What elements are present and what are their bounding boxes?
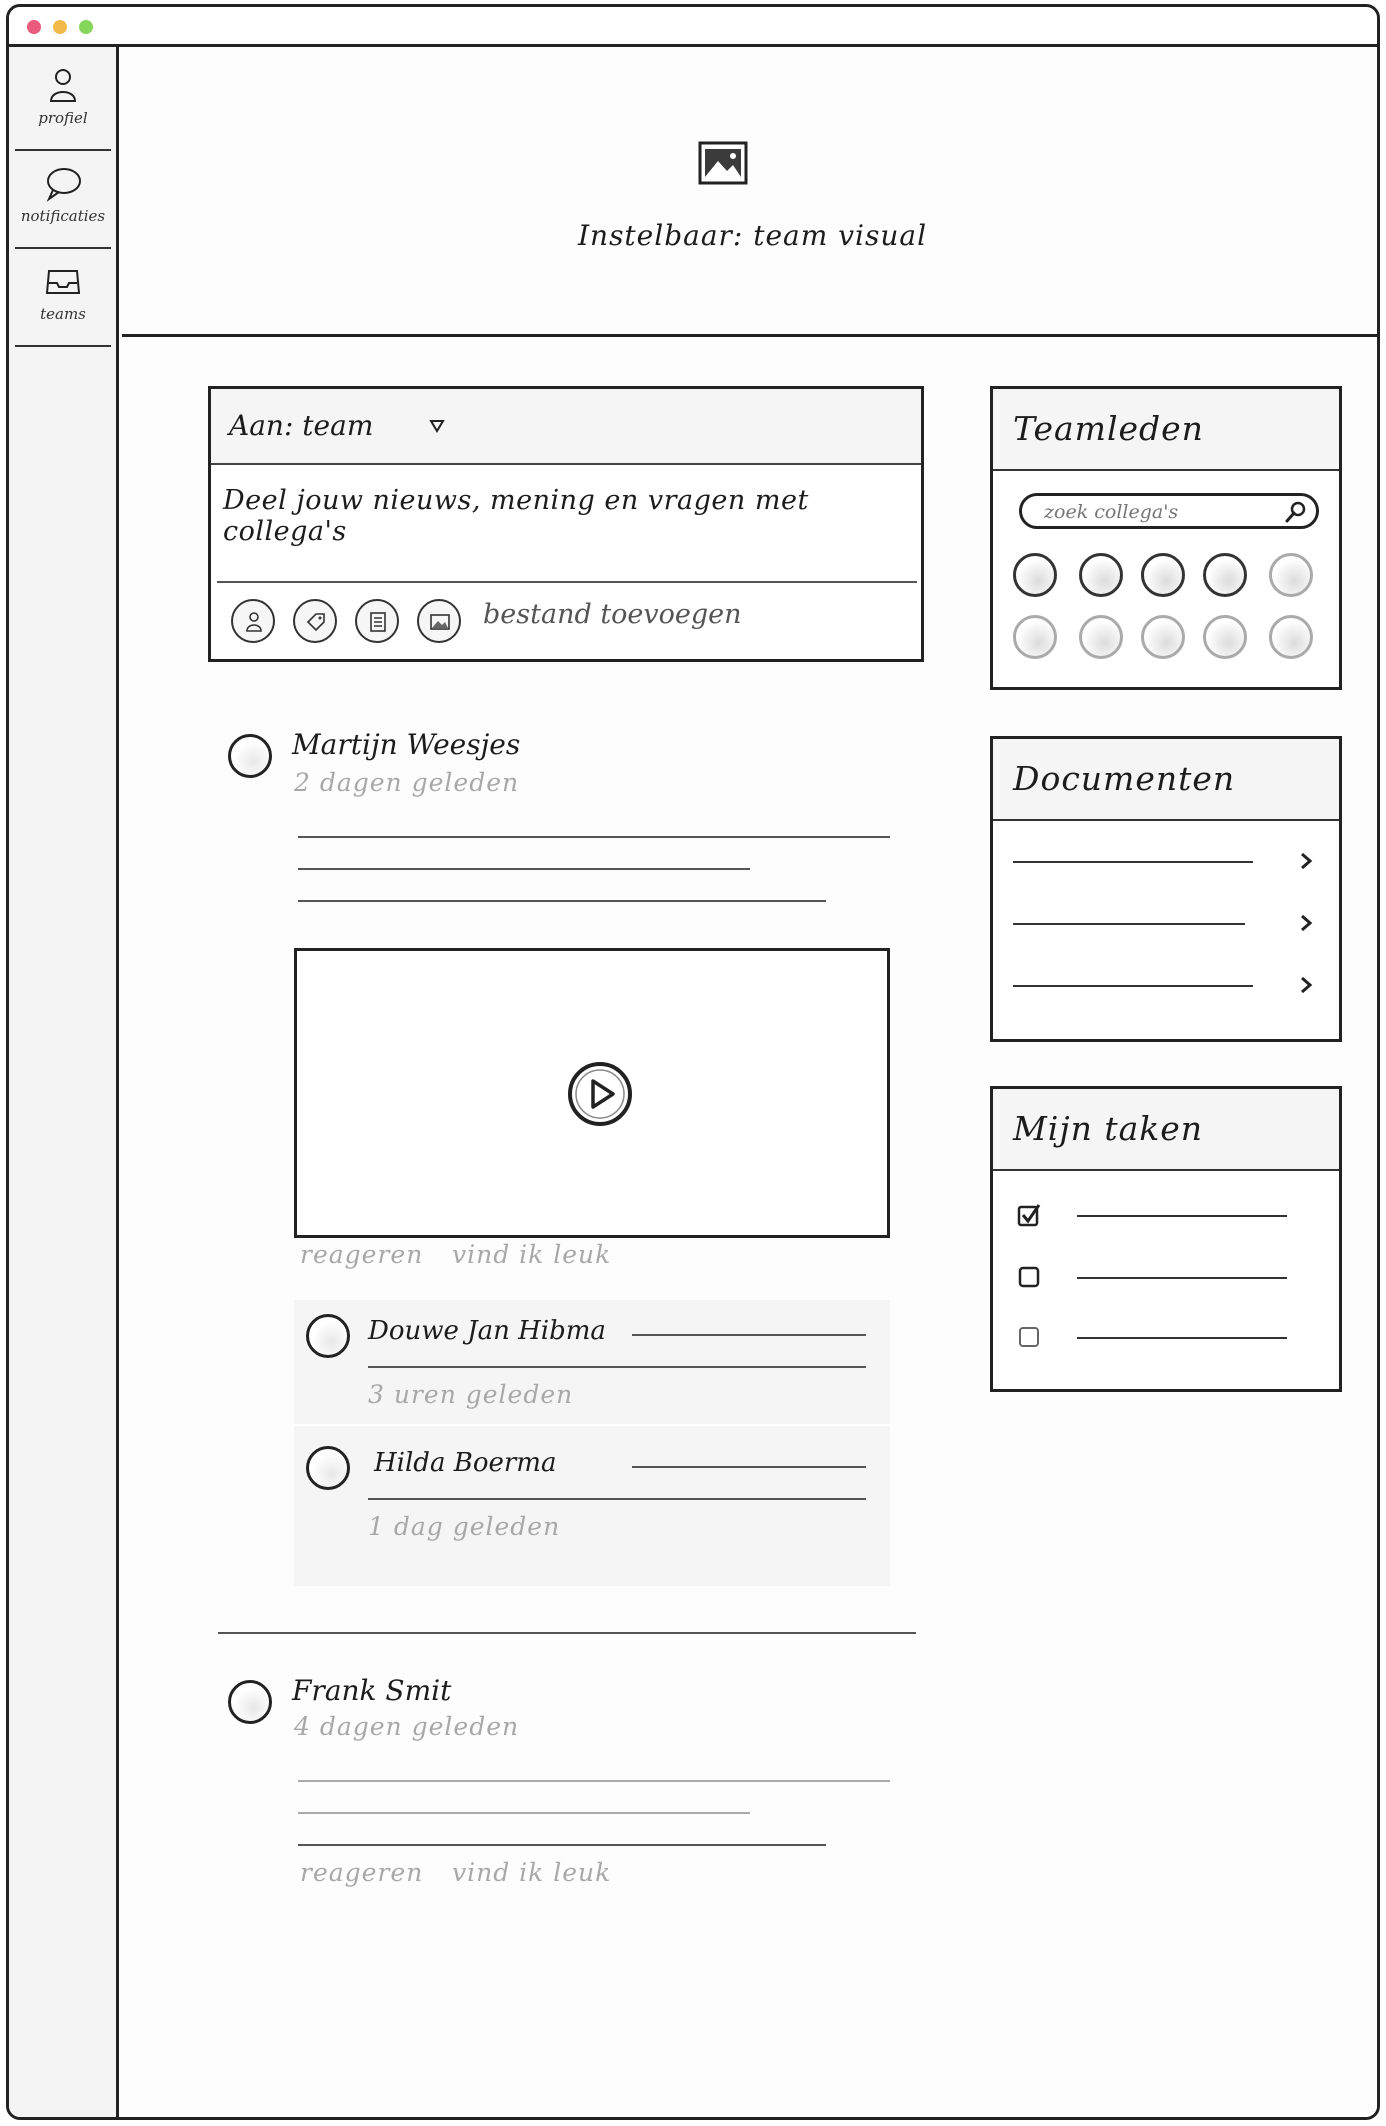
member-avatar[interactable] — [1203, 553, 1247, 597]
avatar[interactable] — [228, 1680, 272, 1724]
avatar[interactable] — [306, 1446, 350, 1490]
widget-header — [993, 1089, 1339, 1171]
chevron-right-icon[interactable] — [1297, 911, 1315, 935]
comment-author[interactable]: Douwe Jan Hibma — [368, 1316, 606, 1346]
post-timestamp: 4 dagen geleden — [294, 1712, 520, 1741]
post-text-line — [298, 1844, 826, 1846]
member-avatar[interactable] — [1141, 553, 1185, 597]
sidebar-item-profiel[interactable] — [15, 55, 111, 151]
task-item[interactable] — [1017, 1201, 1327, 1231]
post-composer — [208, 386, 924, 662]
sidebar — [9, 47, 119, 2120]
reply-link[interactable]: reageren — [300, 1240, 424, 1269]
image-icon — [698, 141, 748, 185]
browser-window — [6, 4, 1380, 2120]
post-divider — [218, 1632, 916, 1634]
checkbox-icon[interactable] — [1017, 1265, 1041, 1289]
main-content — [122, 340, 1380, 2120]
message-input[interactable]: Deel jouw nieuws, mening en vragen met collega's — [223, 485, 809, 547]
member-avatar[interactable] — [1013, 553, 1057, 597]
member-search[interactable] — [1019, 493, 1319, 529]
member-avatar[interactable] — [1013, 615, 1057, 659]
reply-link[interactable]: reageren — [300, 1858, 424, 1887]
avatar[interactable] — [228, 734, 272, 778]
post-author[interactable]: Frank Smit — [292, 1674, 452, 1707]
member-avatar[interactable] — [1079, 615, 1123, 659]
comment-text-line — [368, 1366, 866, 1368]
like-link[interactable]: vind ik leuk — [452, 1858, 612, 1887]
task-item[interactable] — [1017, 1323, 1327, 1353]
mention-person-button[interactable] — [231, 599, 275, 643]
widget-header — [993, 389, 1339, 471]
team-header — [122, 47, 1380, 337]
widget-title: Mijn taken — [1013, 1109, 1204, 1148]
sidebar-item-label: teams — [40, 305, 86, 323]
document-title-line — [1013, 923, 1245, 925]
document-icon — [367, 611, 389, 633]
search-icon[interactable] — [1284, 500, 1308, 524]
add-tag-button[interactable] — [293, 599, 337, 643]
add-document-button[interactable] — [355, 599, 399, 643]
page-title: Instelbaar: team visual — [577, 219, 928, 252]
document-row[interactable] — [1013, 847, 1325, 877]
widget-title: Documenten — [1013, 759, 1236, 798]
sidebar-item-label: notificaties — [20, 207, 106, 225]
checkbox-icon[interactable] — [1017, 1325, 1041, 1349]
post-text-line — [298, 836, 890, 838]
post-timestamp: 2 dagen geleden — [294, 768, 520, 797]
member-avatar[interactable] — [1079, 553, 1123, 597]
document-title-line — [1013, 985, 1253, 987]
document-row[interactable] — [1013, 971, 1325, 1001]
dropdown-triangle-icon[interactable] — [429, 419, 445, 433]
task-item[interactable] — [1017, 1263, 1327, 1293]
task-text-line — [1077, 1337, 1287, 1339]
tasks-widget — [990, 1086, 1342, 1392]
widget-header — [993, 739, 1339, 821]
member-avatar[interactable] — [1141, 615, 1185, 659]
widget-title: Teamleden — [1013, 409, 1204, 448]
speech-bubble-icon — [43, 163, 83, 203]
recipient-selector[interactable] — [211, 389, 921, 465]
to-label-text: Aan: — [229, 409, 294, 442]
chevron-right-icon[interactable] — [1297, 849, 1315, 873]
post-text-line — [298, 900, 826, 902]
task-text-line — [1077, 1277, 1287, 1279]
recipient-label — [229, 409, 373, 442]
task-text-line — [1077, 1215, 1287, 1217]
video-player[interactable] — [294, 948, 890, 1238]
recipient-value: team — [302, 409, 374, 442]
team-members-widget — [990, 386, 1342, 690]
post-text-line — [298, 1812, 750, 1814]
title-bar — [9, 7, 1377, 47]
document-title-line — [1013, 861, 1253, 863]
person-icon — [243, 611, 265, 633]
comment-text-line — [368, 1498, 866, 1500]
comment-list — [294, 1300, 890, 1586]
close-window-button[interactable] — [27, 20, 41, 34]
tag-icon — [305, 611, 327, 633]
comment-separator — [294, 1424, 890, 1426]
add-image-button[interactable] — [417, 599, 461, 643]
attach-file-link[interactable]: bestand toevoegen — [483, 599, 742, 630]
checkbox-checked-icon[interactable] — [1017, 1203, 1041, 1227]
member-avatar[interactable] — [1269, 615, 1313, 659]
search-input[interactable] — [1044, 500, 1264, 524]
minimize-window-button[interactable] — [53, 20, 67, 34]
post-text-line — [298, 868, 750, 870]
like-link[interactable]: vind ik leuk — [452, 1240, 612, 1269]
avatar[interactable] — [306, 1314, 350, 1358]
comment-text-line — [632, 1466, 866, 1468]
document-row[interactable] — [1013, 909, 1325, 939]
sidebar-item-teams[interactable] — [15, 251, 111, 347]
comment-text-line — [632, 1334, 866, 1336]
sidebar-item-notificaties[interactable] — [15, 153, 111, 249]
play-icon[interactable] — [567, 1061, 633, 1127]
inbox-tray-icon — [43, 261, 83, 301]
documents-widget — [990, 736, 1342, 1042]
composer-divider — [217, 581, 917, 583]
member-avatar[interactable] — [1269, 553, 1313, 597]
post-text-line — [298, 1780, 890, 1782]
comment-author[interactable]: Hilda Boerma — [374, 1448, 557, 1478]
image-icon — [429, 611, 451, 633]
person-icon — [43, 65, 83, 105]
chevron-right-icon[interactable] — [1297, 973, 1315, 997]
comment-timestamp: 3 uren geleden — [368, 1380, 574, 1409]
member-avatar[interactable] — [1203, 615, 1247, 659]
post-author[interactable]: Martijn Weesjes — [292, 728, 521, 761]
sidebar-item-label: profiel — [38, 109, 88, 127]
comment-timestamp: 1 dag geleden — [368, 1512, 561, 1541]
maximize-window-button[interactable] — [79, 20, 93, 34]
